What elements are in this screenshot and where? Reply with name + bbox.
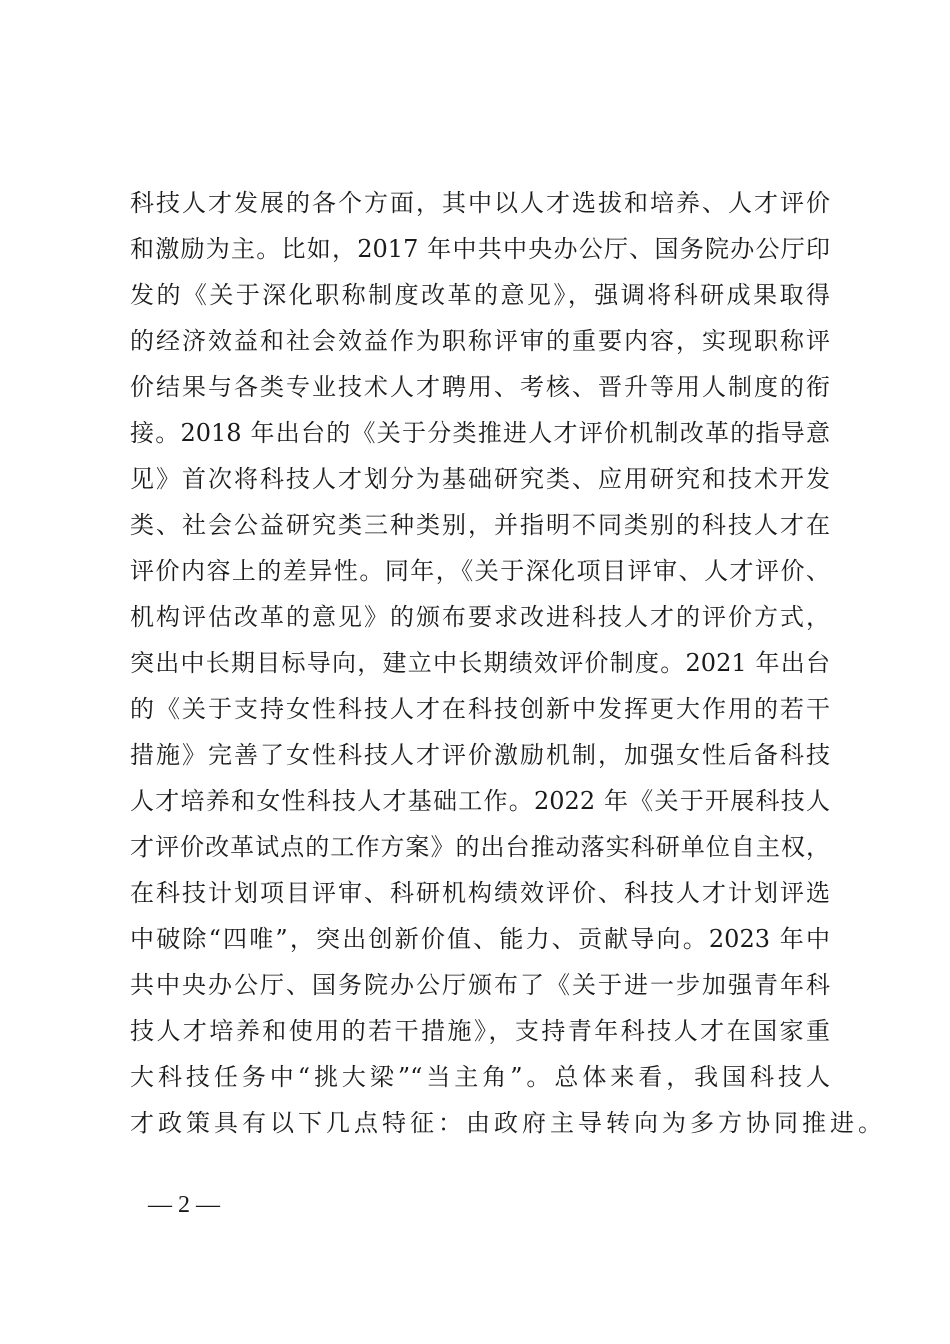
text-line: 技人才培养和使用的若干措施》，支持青年科技人才在国家重	[130, 1017, 830, 1045]
text-line: 和激励为主。比如，2017 年中共中央办公厅、国务院办公厅印	[130, 235, 830, 263]
text-line: 才评价改革试点的工作方案》的出台推动落实科研单位自主权，	[130, 833, 830, 861]
body-text	[130, 180, 886, 1146]
text-line: 的经济效益和社会效益作为职称评审的重要内容，实现职称评	[130, 327, 830, 355]
text-line: 大科技任务中“挑大梁”“当主角”。总体来看，我国科技人	[130, 1063, 830, 1091]
text-line: 的《关于支持女性科技人才在科技创新中发挥更大作用的若干	[130, 695, 830, 723]
text-line: 发的《关于深化职称制度改革的意见》，强调将科研成果取得	[130, 281, 830, 309]
text-line: 评价内容上的差异性。同年，《关于深化项目评审、人才评价、	[130, 557, 830, 585]
text-line: 人才培养和女性科技人才基础工作。2022 年《关于开展科技人	[130, 787, 830, 815]
text-line: 共中央办公厅、国务院办公厅颁布了《关于进一步加强青年科	[130, 971, 830, 999]
page-number: — 2 —	[148, 1192, 220, 1218]
text-line: 类、社会公益研究类三种类别，并指明不同类别的科技人才在	[130, 511, 830, 539]
text-line: 措施》完善了女性科技人才评价激励机制，加强女性后备科技	[130, 741, 830, 769]
text-line: 见》首次将科技人才划分为基础研究类、应用研究和技术开发	[130, 465, 830, 493]
text-line: 突出中长期目标导向，建立中长期绩效评价制度。2021 年出台	[130, 649, 830, 677]
text-line: 接。2018 年出台的《关于分类推进人才评价机制改革的指导意	[130, 419, 830, 447]
text-line: 中破除“四唯”，突出创新价值、能力、贡献导向。2023 年中	[130, 925, 830, 953]
text-line: 机构评估改革的意见》的颁布要求改进科技人才的评价方式，	[130, 603, 830, 631]
text-line: 才政策具有以下几点特征：由政府主导转向为多方协同推进。	[130, 1109, 886, 1137]
text-line: 价结果与各类专业技术人才聘用、考核、晋升等用人制度的衔	[130, 373, 830, 401]
text-line: 科技人才发展的各个方面，其中以人才选拔和培养、人才评价	[130, 189, 830, 217]
text-line: 在科技计划项目评审、科研机构绩效评价、科技人才计划评选	[130, 879, 830, 907]
